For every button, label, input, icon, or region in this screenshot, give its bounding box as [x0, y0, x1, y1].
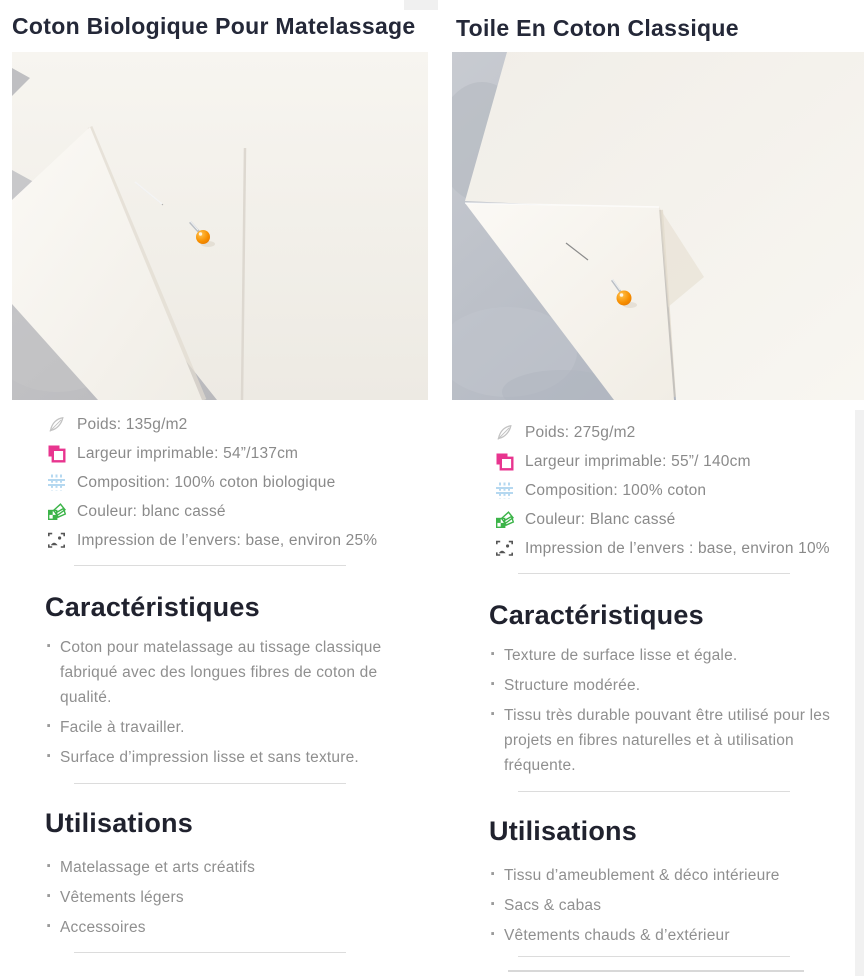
caracteristiques-list: [12, 635, 428, 770]
list-item: · Accessoires: [45, 915, 412, 940]
spec-text: Largeur imprimable: 55”/ 140cm: [525, 452, 751, 470]
list-item: · Vêtements chauds & d’extérieur: [489, 923, 855, 948]
list-item: · Surface d’impression lisse et sans texture.: [45, 745, 412, 770]
spec-row-composition: [494, 480, 855, 501]
spec-row-backside-print: [46, 530, 428, 551]
spec-row-weight: [46, 414, 428, 435]
spec-row-width: [494, 451, 855, 472]
divider: [518, 956, 790, 957]
spec-text: Poids: 135g/m2: [77, 415, 188, 433]
spec-row-color: [46, 501, 428, 522]
list-item: · Tissu d’ameublement & déco intérieure: [489, 863, 855, 888]
list-item: · Vêtements légers: [45, 885, 412, 910]
spec-text: Poids: 275g/m2: [525, 423, 636, 441]
feather-icon: [494, 422, 515, 443]
spec-row-composition: [46, 472, 428, 493]
spec-row-color: [494, 509, 855, 530]
page-background-strip: [855, 410, 864, 976]
spec-text: Couleur: blanc cassé: [77, 502, 226, 520]
fabric-copies-icon: [46, 443, 67, 464]
spec-text: Impression de l’envers : base, environ 10%: [525, 539, 830, 557]
product-title-right: Toile En Coton Classique: [456, 15, 739, 41]
list-item: · Matelassage et arts créatifs: [45, 855, 412, 880]
list-item: · Structure modérée.: [489, 673, 855, 698]
spec-text: Impression de l’envers: base, environ 25%: [77, 531, 378, 549]
spec-list-left: [46, 414, 428, 551]
weave-icon: [46, 472, 67, 493]
top-background-notch: [404, 0, 438, 10]
list-item: · Facile à travailler.: [45, 715, 412, 740]
swatch-fan-icon: [494, 509, 515, 530]
list-item: · Coton pour matelassage au tissage classique fabriqué avec des longues fibres de coton de qualité.: [45, 635, 412, 710]
section-heading-utilisations: Utilisations: [45, 808, 193, 838]
swatch-fan-icon: [46, 501, 67, 522]
spec-text: Composition: 100% coton biologique: [77, 473, 336, 491]
product-column-left: [12, 402, 428, 953]
backside-print-icon: [494, 538, 515, 559]
spec-text: Largeur imprimable: 54”/137cm: [77, 444, 299, 462]
section-heading-caracteristiques: Caractéristiques: [45, 592, 260, 622]
list-item: · Sacs & cabas: [489, 893, 855, 918]
product-photo-right: [452, 52, 864, 400]
fabric-copies-icon: [494, 451, 515, 472]
section-heading-caracteristiques: Caractéristiques: [489, 600, 704, 630]
caracteristiques-list: [456, 643, 855, 778]
product-column-right: [456, 408, 855, 957]
divider: [518, 573, 790, 574]
utilisations-list: [456, 863, 855, 948]
list-item: · Tissu très durable pouvant être utilisé pour les projets en fibres naturelles et à utilisation fréquente.: [489, 703, 855, 778]
feather-icon: [46, 414, 67, 435]
spec-row-weight: [494, 422, 855, 443]
spec-row-width: [46, 443, 428, 464]
backside-print-icon: [46, 530, 67, 551]
product-title-left: Coton Biologique Pour Matelassage: [12, 13, 416, 39]
weave-icon: [494, 480, 515, 501]
partial-divider: [508, 970, 804, 972]
spec-text: Couleur: Blanc cassé: [525, 510, 676, 528]
section-heading-utilisations: Utilisations: [489, 816, 637, 846]
product-photo-left: [12, 52, 428, 400]
spec-list-right: [494, 422, 855, 559]
divider: [74, 565, 346, 566]
divider: [74, 952, 346, 953]
spec-text: Composition: 100% coton: [525, 481, 707, 499]
divider: [74, 783, 346, 784]
utilisations-list: [12, 855, 428, 940]
list-item: · Texture de surface lisse et égale.: [489, 643, 855, 668]
divider: [518, 791, 790, 792]
spec-row-backside-print: [494, 538, 855, 559]
